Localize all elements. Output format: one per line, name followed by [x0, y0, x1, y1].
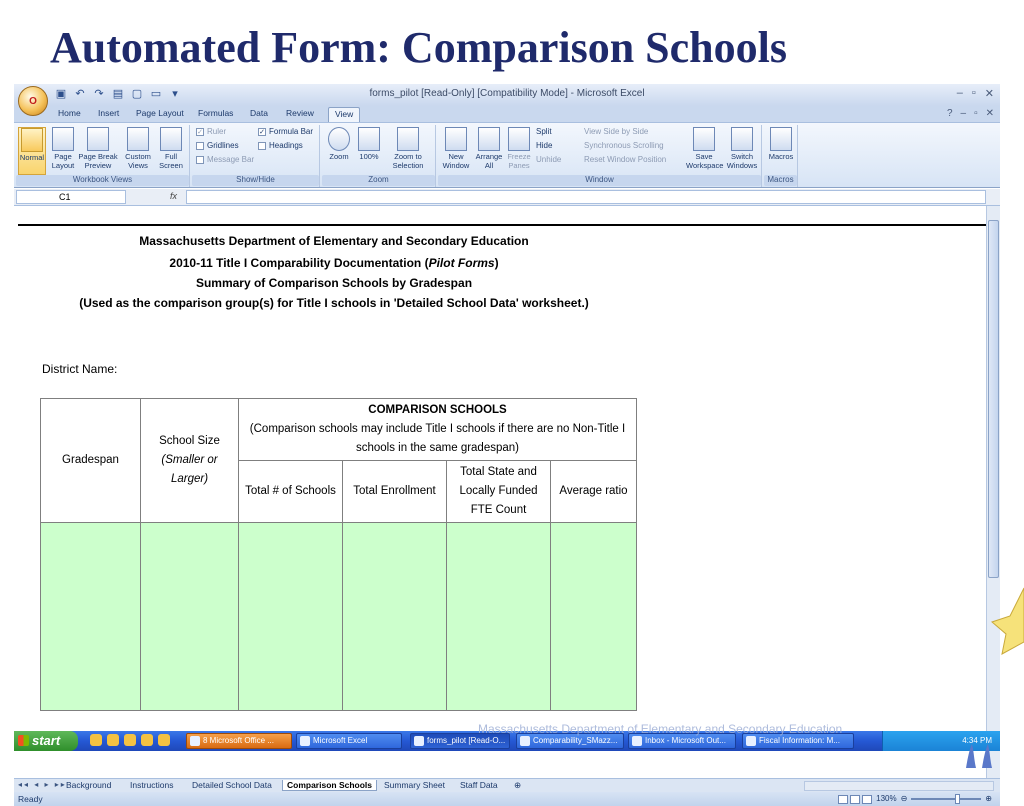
group-label: Show/Hide	[192, 175, 319, 186]
unhide-button[interactable]: Unhide	[536, 155, 562, 164]
tab-home[interactable]: Home	[58, 108, 81, 118]
zoom-slider-knob[interactable]	[955, 794, 960, 804]
normal-view-button[interactable]: Normal	[18, 127, 46, 175]
minimize-icon[interactable]: –	[956, 87, 963, 99]
redo-icon[interactable]: ↷	[94, 88, 104, 100]
normal-view-icon	[21, 128, 43, 152]
horizontal-scrollbar[interactable]	[804, 781, 994, 791]
sheet-tab-background[interactable]: Background	[66, 780, 112, 790]
sheet-header-summary: Summary of Comparison Schools by Gradespan	[195, 276, 473, 290]
group-show-hide	[192, 125, 320, 187]
zoom-100-button[interactable]: 100%	[356, 127, 382, 162]
custom-views-button[interactable]: Custom Views	[122, 127, 154, 170]
full-screen-icon	[160, 127, 182, 151]
name-box[interactable]: C1	[16, 190, 126, 204]
sheet-tab-staff-data[interactable]: Staff Data	[460, 780, 498, 790]
average-ratio-header[interactable]: Average ratio	[551, 461, 637, 523]
explorer-icon[interactable]	[124, 734, 136, 746]
reset-window-position-button[interactable]: Reset Window Position	[584, 155, 667, 164]
arrange-all-button[interactable]: Arrange All	[474, 127, 504, 170]
help-icon[interactable]: ?	[946, 108, 953, 119]
vertical-scrollbar[interactable]	[986, 206, 1000, 778]
gradespan-header[interactable]: Gradespan	[41, 399, 141, 523]
tab-formulas[interactable]: Formulas	[198, 108, 234, 118]
taskbar-item-office[interactable]: 8 Microsoft Office ...	[186, 733, 292, 749]
new-file-icon[interactable]: ▢	[131, 88, 143, 100]
macros-button[interactable]: Macros	[766, 127, 796, 162]
restore-workbook-icon[interactable]: ▫	[974, 108, 978, 119]
sheet-tab-comparison-schools[interactable]: Comparison Schools	[282, 780, 377, 791]
sheet-header-documentation: 2010-11 Title I Comparability Documentation (Pilot Forms)	[169, 256, 499, 270]
page-layout-icon	[52, 127, 74, 151]
office-button[interactable]	[18, 86, 48, 116]
ie-icon[interactable]	[90, 734, 102, 746]
formula-bar	[14, 189, 1000, 206]
group-label: Window	[438, 175, 761, 186]
freeze-panes-icon	[508, 127, 530, 151]
formula-bar-checkbox[interactable]: ✓ Formula Bar	[259, 127, 314, 136]
group-macros	[764, 125, 798, 187]
hide-button[interactable]: Hide	[536, 141, 553, 150]
group-label: Workbook Views	[16, 175, 189, 186]
normal-view-icon[interactable]	[838, 795, 848, 804]
outlook-icon[interactable]	[107, 734, 119, 746]
quick-launch	[90, 734, 170, 746]
school-size-header[interactable]: School Size (Smaller or Larger)	[141, 399, 239, 523]
freeze-panes-button[interactable]: Freeze Panes	[506, 127, 532, 170]
scroll-thumb[interactable]	[988, 220, 999, 578]
save-workspace-button[interactable]: Save Workspace	[686, 127, 722, 170]
zoom-to-selection-button[interactable]: Zoom to Selection	[386, 127, 430, 170]
ruler-checkbox[interactable]: ✓ Ruler	[197, 127, 227, 136]
open-folder-icon[interactable]: ▭	[150, 88, 162, 100]
split-button[interactable]: Split	[536, 127, 552, 136]
message-bar-checkbox[interactable]: Message Bar	[196, 155, 254, 164]
browser-icon	[746, 736, 756, 746]
page-100-icon	[358, 127, 380, 151]
undo-icon[interactable]: ↶	[75, 88, 85, 100]
sheet-header-org: Massachusetts Department of Elementary and Secondary Education	[139, 234, 529, 248]
restore-icon[interactable]: ▫	[971, 87, 976, 99]
tab-data[interactable]: Data	[250, 108, 268, 118]
customize-dropdown-icon[interactable]: ▾	[172, 88, 178, 100]
taskbar-item-inbox[interactable]: Inbox - Microsoft Out...	[628, 733, 736, 749]
status-bar	[14, 792, 1000, 806]
page-break-view-icon[interactable]	[862, 795, 872, 804]
page-layout-view-icon[interactable]	[850, 795, 860, 804]
group-label: Zoom	[322, 175, 435, 186]
input-cell[interactable]	[141, 523, 239, 711]
arrange-all-icon	[478, 127, 500, 151]
window-title: forms_pilot [Read-Only] [Compatibility Mode] - Microsoft Excel	[369, 88, 645, 99]
sheet-tab-bar	[14, 778, 1000, 792]
messenger-icon[interactable]	[158, 734, 170, 746]
tab-insert[interactable]: Insert	[98, 108, 120, 118]
outlook-icon	[632, 736, 642, 746]
sheet-nav-arrows-icon[interactable]: ◂◂ ◂ ▸ ▸▸	[18, 780, 67, 789]
magnifier-icon	[328, 127, 350, 151]
comparison-schools-header[interactable]: COMPARISON SCHOOLS (Comparison schools may include Title I schools if there are no Non-Title I schools in the same gradespan)	[239, 399, 637, 461]
windows-flag-icon	[18, 735, 29, 746]
zoom-control	[838, 792, 992, 806]
page-break-icon	[87, 127, 109, 151]
worksheet[interactable]	[14, 206, 986, 778]
group-workbook-views	[16, 125, 190, 187]
help-controls	[947, 108, 994, 119]
view-buttons	[838, 795, 872, 804]
view-side-by-side-button[interactable]: View Side by Side	[584, 127, 649, 136]
close-icon[interactable]: ✕	[984, 88, 994, 100]
clock: 4:34 PM	[962, 736, 992, 745]
excel-icon	[300, 736, 310, 746]
new-window-button[interactable]: New Window	[440, 127, 472, 170]
excel-window	[14, 84, 1000, 804]
gridlines-checkbox[interactable]: Gridlines	[196, 141, 239, 150]
ribbon-tabs	[14, 106, 1000, 122]
custom-views-icon	[127, 127, 149, 151]
input-cell[interactable]	[447, 523, 551, 711]
sheet-tab-summary-sheet[interactable]: Summary Sheet	[384, 780, 445, 790]
save-icon[interactable]: ▣	[55, 88, 67, 100]
table-row	[41, 523, 637, 711]
tab-view[interactable]: View	[328, 107, 360, 122]
sheet-tab-instructions[interactable]: Instructions	[130, 780, 174, 790]
page-break-line	[18, 224, 986, 226]
input-cell[interactable]	[41, 523, 141, 711]
taskbar-item-fiscal[interactable]: Fiscal Information: M...	[742, 733, 854, 749]
group-zoom	[322, 125, 436, 187]
comparison-table	[40, 398, 637, 711]
zoom-button[interactable]: Zoom	[326, 127, 352, 162]
save-workspace-icon	[693, 127, 715, 151]
zoom-in-icon[interactable]: ⊕	[985, 794, 992, 803]
slide-footer: Massachusetts Department of Elementary and Secondary Education	[478, 722, 843, 736]
formula-input[interactable]	[186, 190, 986, 204]
tab-review[interactable]: Review	[286, 108, 314, 118]
headings-checkbox[interactable]: Headings	[258, 141, 303, 150]
star-icon	[990, 586, 1024, 656]
switch-windows-button[interactable]: Switch Windows	[724, 127, 760, 170]
new-window-icon	[445, 127, 467, 151]
office-logo-icon: O	[29, 95, 37, 107]
taskbar-item-forms-pilot[interactable]: forms_pilot [Read-O...	[410, 733, 510, 749]
zoom-out-icon[interactable]: ⊖	[900, 794, 908, 803]
tab-page-layout[interactable]: Page Layout	[136, 108, 184, 118]
input-cell[interactable]	[343, 523, 447, 711]
taskbar-item-excel[interactable]: Microsoft Excel	[296, 733, 402, 749]
zoom-level[interactable]: 130%	[876, 794, 897, 803]
district-name-label: District Name:	[42, 362, 118, 376]
print-preview-icon[interactable]: ▤	[112, 88, 124, 100]
switch-windows-icon	[731, 127, 753, 151]
slide-title: Automated Form: Comparison Schools	[50, 23, 787, 72]
window-controls	[957, 87, 994, 100]
close-workbook-icon[interactable]: ✕	[985, 108, 994, 119]
page-layout-view-button[interactable]: Page Layout	[50, 127, 76, 170]
macros-icon	[770, 127, 792, 151]
taskbar-item-comparability[interactable]: Comparability_SMazz...	[516, 733, 624, 749]
group-window	[438, 125, 762, 187]
insert-sheet-icon[interactable]: ⊕	[514, 780, 522, 790]
title-bar	[14, 84, 1000, 106]
total-enrollment-header[interactable]: Total Enrollment	[343, 461, 447, 523]
zoom-selection-icon	[397, 127, 419, 151]
input-cell[interactable]	[551, 523, 637, 711]
zoom-slider[interactable]	[911, 798, 981, 800]
office-icon	[190, 736, 200, 746]
word-icon	[520, 736, 530, 746]
insert-function-icon[interactable]: fx	[170, 191, 178, 201]
fte-count-header[interactable]: Total State and Locally Funded FTE Count	[447, 461, 551, 523]
total-schools-header[interactable]: Total # of Schools	[239, 461, 343, 523]
excel-icon	[414, 736, 424, 746]
minimize-workbook-icon[interactable]: –	[960, 108, 967, 119]
ribbon	[14, 122, 1000, 188]
synchronous-scrolling-button[interactable]: Synchronous Scrolling	[584, 141, 664, 150]
input-cell[interactable]	[239, 523, 343, 711]
sheet-tab-detailed-school-data[interactable]: Detailed School Data	[192, 780, 272, 790]
start-button[interactable]: start	[14, 731, 78, 751]
media-icon[interactable]	[141, 734, 153, 746]
group-label: Macros	[764, 175, 797, 186]
logo-swoosh-icon	[962, 742, 998, 768]
full-screen-button[interactable]: Full Screen	[156, 127, 186, 170]
status-text: Ready	[18, 794, 43, 804]
sheet-header-note: (Used as the comparison group(s) for Title I schools in 'Detailed School Data' worksheet.)	[79, 296, 589, 310]
page-break-preview-button[interactable]: Page Break Preview	[78, 127, 118, 170]
